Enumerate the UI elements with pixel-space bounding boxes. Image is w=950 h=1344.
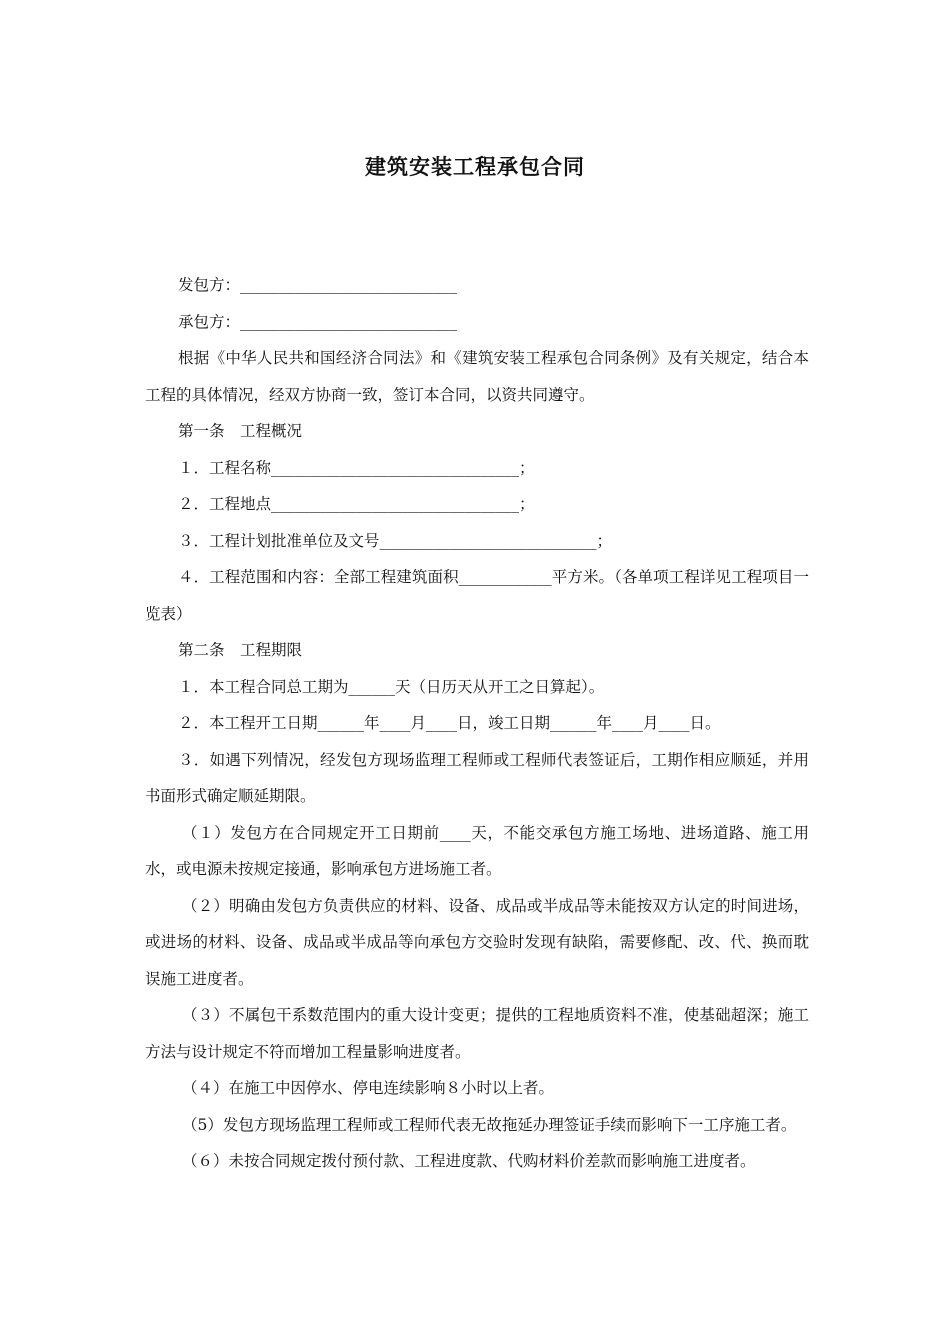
article-1-item-3: ３．工程计划批准单位及文号____________________________； [178,531,613,550]
subitem-4: （４）在施工中因停水、停电连续影响８小时以上者。 [182,1079,555,1097]
article-2-item-2: ２．本工程开工日期______年____月____日，竣工日期______年____月____日。 [178,714,721,732]
subitem-6: （６）未按合同规定拨付预付款、工程进度款、代购材料价差款而影响施工进度者。 [182,1152,756,1170]
paragraph-contractor: 承包方：____________________________ [178,312,458,331]
article-1-item-2: ２．工程地点________________________________； [178,495,535,513]
subitem-1: （１）发包方在合同规定开工日期前____天，不能交承包方施工场地、进场道路、施工用水，或电源未按规定接通，影响承包方进场施工者。 [145,823,809,878]
article-2-heading: 第二条 工程期限 [178,641,303,659]
paragraph-employer: 发包方：____________________________ [178,276,458,294]
article-1-item-4: ４．工程范围和内容：全部工程建筑面积____________平方米。（各单项工程详见工程项目一览表） [145,568,809,623]
subitem-2: （２）明确由发包方负责供应的材料、设备、成品或半成品等未能按双方认定的时间进场，或进场的材料、设备、成品或半成品等向承包方交验时发现有缺陷，需要修配、改、代、换而耽误施工进度者。 [145,896,809,988]
article-1-heading: 第一条 工程概况 [178,422,303,440]
subitem-3: （３）不属包干系数范围内的重大设计变更；提供的工程地质资料不准，使基础超深；施工方法与设计规定不符而增加工程量影响进度者。 [145,1006,809,1061]
article-2-item-3: ３．如遇下列情况，经发包方现场监理工程师或工程师代表签证后，工期作相应顺延，并用书面形式确定顺延期限。 [145,750,809,805]
document-title: 建筑安装工程承包合同 [365,155,585,179]
paragraph-preamble: 根据《中华人民共和国经济合同法》和《建筑安装工程承包合同条例》及有关规定，结合本工程的具体情况，经双方协商一致，签订本合同，以资共同遵守。 [145,349,809,404]
document-body [145,267,809,1180]
subitem-5: （5）发包方现场监理工程师或工程师代表无故拖延办理签证手续而影响下一工序施工者。 [182,1115,797,1134]
article-2-item-1: １．本工程合同总工期为______天（日历天从开工之日算起）。 [178,677,605,696]
article-1-item-1: １．工程名称________________________________； [178,458,535,477]
